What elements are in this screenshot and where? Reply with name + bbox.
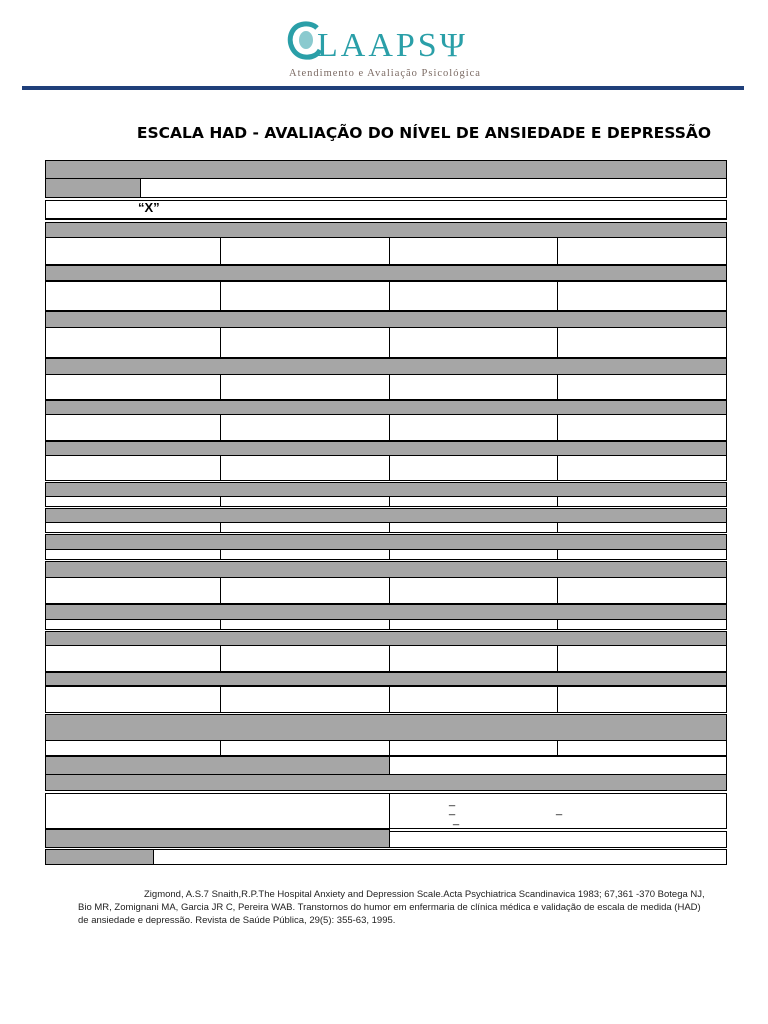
form-header-band	[45, 160, 727, 179]
answer-option-cell[interactable]	[220, 686, 390, 713]
answer-option-cell[interactable]	[220, 455, 390, 481]
answer-option-cell[interactable]	[389, 740, 558, 756]
answer-option-cell[interactable]	[557, 645, 727, 672]
signature-label	[45, 849, 154, 865]
question-band	[45, 508, 727, 523]
question-band	[45, 358, 727, 375]
question-band	[45, 631, 727, 646]
answer-option-cell[interactable]	[389, 281, 558, 311]
question-band	[45, 561, 727, 578]
answer-option-cell[interactable]	[389, 686, 558, 713]
answer-option-cell[interactable]	[557, 414, 727, 441]
question-band	[45, 400, 727, 415]
answer-option-cell[interactable]	[389, 237, 558, 265]
answer-option-cell[interactable]	[45, 327, 221, 358]
answer-option-cell[interactable]	[45, 496, 221, 507]
answer-option-cell[interactable]	[220, 496, 390, 507]
answer-option-cell[interactable]	[45, 281, 221, 311]
reference-citation	[78, 888, 708, 927]
depression-score-field[interactable]	[389, 831, 727, 848]
answer-option-cell[interactable]	[220, 645, 390, 672]
answer-option-cell[interactable]	[557, 281, 727, 311]
answer-option-cell[interactable]	[389, 327, 558, 358]
answer-option-cell[interactable]	[557, 740, 727, 756]
question-band	[45, 311, 727, 328]
question-band	[45, 534, 727, 550]
interpretation-header-band	[45, 774, 727, 791]
anxiety-score-field[interactable]	[389, 756, 727, 775]
answer-option-cell[interactable]	[557, 619, 727, 630]
answer-option-cell[interactable]	[45, 374, 221, 400]
logo-tagline: Atendimento e Avaliação Psicológica	[289, 68, 481, 79]
answer-option-cell[interactable]	[45, 455, 221, 481]
had-form	[45, 160, 727, 865]
question-band	[45, 265, 727, 281]
answer-option-cell[interactable]	[45, 414, 221, 441]
header-rule	[22, 86, 744, 90]
page-title: ESCALA HAD - AVALIAÇÃO DO NÍVEL DE ANSIEDADE E DEPRESSÃO	[136, 124, 712, 142]
answer-option-cell[interactable]	[220, 237, 390, 265]
answer-option-cell[interactable]	[45, 686, 221, 713]
signature-field[interactable]	[153, 849, 727, 865]
answer-option-cell[interactable]	[389, 455, 558, 481]
answer-option-cell[interactable]	[557, 577, 727, 604]
name-field[interactable]	[140, 178, 727, 198]
claapsy-logo	[287, 20, 481, 84]
answer-option-cell[interactable]	[220, 281, 390, 311]
question-band	[45, 482, 727, 497]
answer-option-cell[interactable]	[389, 414, 558, 441]
answer-option-cell[interactable]	[557, 374, 727, 400]
reference-text: Zigmond, A.S.7 Snaith,R.P.The Hospital Anxiety and Depression Scale.Acta Psychiatrica Scandinavica 1983; 67,361 -370 Botega NJ, Bio MR, Zomignani MA, Garcia JR C, Pereira WAB. Transtornos do humor em enfermaria de clínica médica e validação de escala de medida (HAD) de ansiedade e depressão. Revista de Saúde Pública, 29(5): 355-63, 1995.	[78, 889, 705, 926]
answer-option-cell[interactable]	[220, 577, 390, 604]
dash-mark: _	[449, 795, 456, 807]
answer-option-cell[interactable]	[557, 686, 727, 713]
answer-option-cell[interactable]	[557, 522, 727, 533]
dash-mark: _	[556, 804, 563, 816]
answer-option-cell[interactable]	[557, 549, 727, 560]
answer-option-cell[interactable]	[220, 549, 390, 560]
question-band	[45, 222, 727, 238]
answer-option-cell[interactable]	[389, 549, 558, 560]
answer-option-cell[interactable]	[220, 740, 390, 756]
answer-option-cell[interactable]	[389, 496, 558, 507]
answer-option-cell[interactable]	[220, 522, 390, 533]
answer-option-cell[interactable]	[389, 577, 558, 604]
name-label-cell	[45, 178, 141, 198]
answer-option-cell[interactable]	[557, 237, 727, 265]
answer-option-cell[interactable]	[389, 645, 558, 672]
answer-option-cell[interactable]	[389, 374, 558, 400]
answer-option-cell[interactable]	[45, 522, 221, 533]
answer-option-cell[interactable]	[557, 327, 727, 358]
question-band	[45, 672, 727, 686]
question-band	[45, 441, 727, 456]
answer-option-cell[interactable]	[220, 374, 390, 400]
answer-option-cell[interactable]	[389, 619, 558, 630]
answer-option-cell[interactable]	[220, 327, 390, 358]
interpretation-left-cell	[45, 793, 390, 829]
answer-option-cell[interactable]	[220, 414, 390, 441]
question-band	[45, 604, 727, 620]
dash-mark: _	[453, 814, 460, 826]
question-band	[45, 714, 727, 741]
answer-option-cell[interactable]	[45, 619, 221, 630]
logo-wordmark: LAAPSΨ	[317, 27, 468, 64]
answer-option-cell[interactable]	[220, 619, 390, 630]
answer-option-cell[interactable]	[45, 549, 221, 560]
anxiety-score-label	[45, 756, 390, 775]
page-header	[0, 0, 768, 92]
answer-option-cell[interactable]	[389, 522, 558, 533]
answer-option-cell[interactable]	[45, 740, 221, 756]
answer-option-cell[interactable]	[557, 455, 727, 481]
dash-mark: _	[449, 804, 456, 816]
answer-option-cell[interactable]	[557, 496, 727, 507]
depression-score-label	[45, 829, 390, 848]
answer-option-cell[interactable]	[45, 577, 221, 604]
answer-option-cell[interactable]	[45, 237, 221, 265]
answer-option-cell[interactable]	[45, 645, 221, 672]
mark-instruction: “X”	[138, 200, 160, 215]
